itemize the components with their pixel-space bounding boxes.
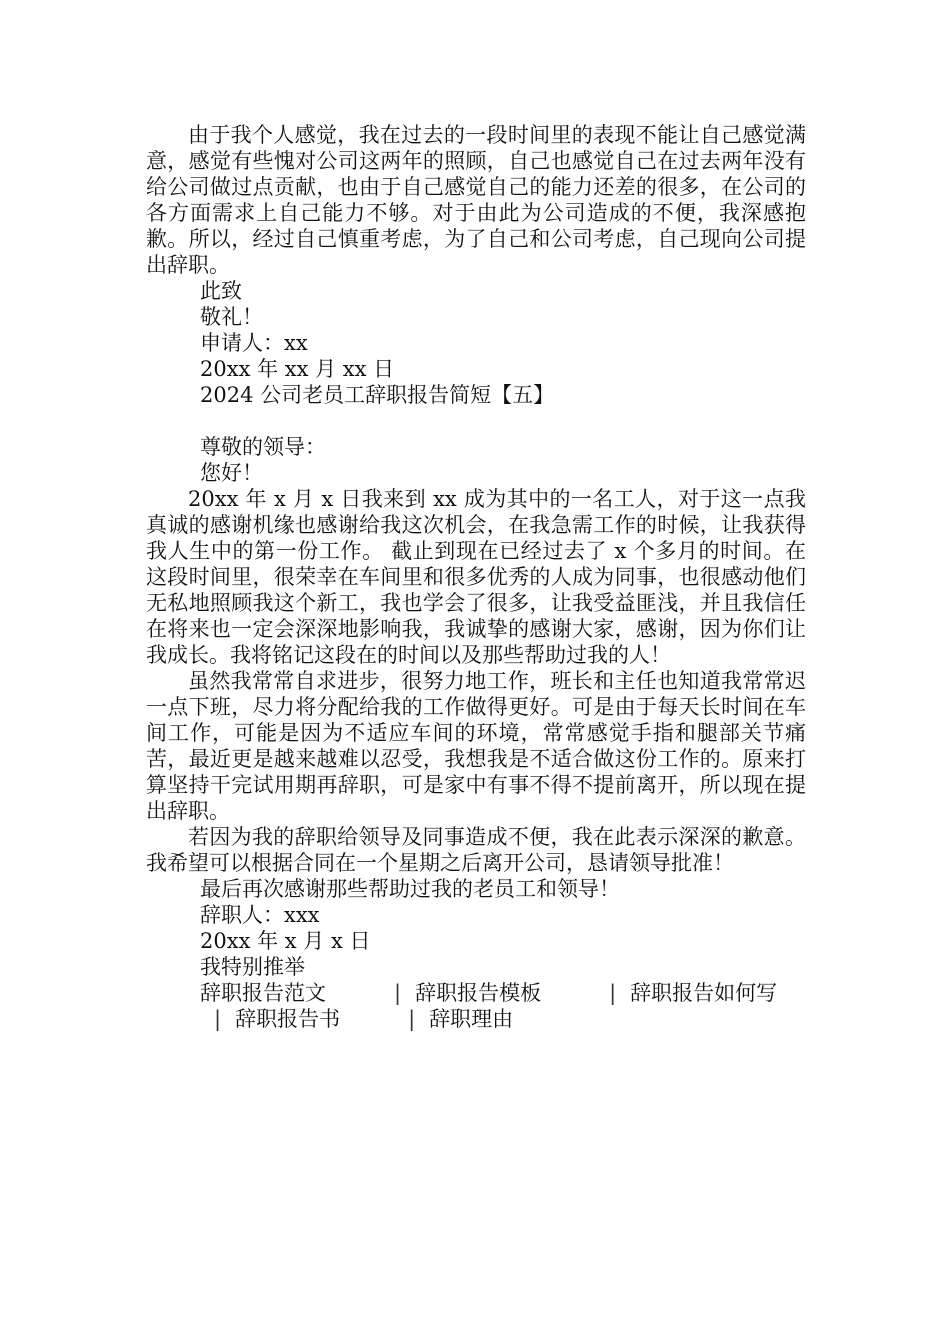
resign-date-line: 20xx 年 x 月 x 日	[200, 929, 371, 953]
related-link-3[interactable]: 辞职报告如何写	[630, 981, 778, 1005]
intro-paragraph: 由于我个人感觉，我在过去的一段时间里的表现不能让自己感觉满意，感觉有些愧对公司这两年的照顾，自己也感觉自己在过去两年没有给公司做过点贡献，也由于自己感觉自己的能力还差的很多，在公司的各方面需求上自己能力不够。对于由此为公司造成的不便，我深感抱歉。所以，经过自己慎重考虑，为了自己和公司考虑，自己现向公司提出辞职。	[146, 123, 806, 277]
body-paragraph-3: 若因为我的辞职给领导及同事造成不便，我在此表示深深的歉意。我希望可以根据合同在一个星期之后离开公司，恳请领导批准！	[146, 825, 806, 875]
link-separator: |	[214, 1007, 222, 1031]
date-line: 20xx 年 xx 月 xx 日	[200, 357, 395, 381]
closing-salutation: 此致	[200, 279, 242, 303]
recommend-line: 我特别推举	[200, 955, 305, 979]
body-paragraph-1: 20xx 年 x 月 x 日我来到 xx 成为其中的一名工人，对于这一点我真诚的感谢机缘也感谢给我这次机会，在我急需工作的时候，让我获得我人生中的第一份工作。 截止到现在已经过去了 x 个多月的时间。在这段时间里，很荣幸在车间里和很多优秀的人成为同事，也很感动他们无私地照顾我这个新工，我也学会了很多，让我受益匪浅，并且我信任在将来也一定会深深地影响我，我诚挚的感谢大家，感谢，因为你们让我成长。我将铭记这段在的时间以及那些帮助过我的人！	[146, 487, 806, 667]
spacer	[146, 408, 806, 434]
link-separator: |	[609, 981, 617, 1005]
greeting-hello: 您好！	[200, 461, 263, 485]
link-separator: |	[394, 981, 402, 1005]
section-title: 2024 公司老员工辞职报告简短【五】	[200, 383, 555, 407]
related-link-1[interactable]: 辞职报告范文	[200, 981, 326, 1005]
related-link-5[interactable]: 辞职理由	[429, 1007, 514, 1031]
related-link-4[interactable]: 辞职报告书	[235, 1007, 341, 1031]
thanks-line: 最后再次感谢那些帮助过我的老员工和领导！	[200, 877, 620, 901]
closing-regards: 敬礼！	[200, 305, 263, 329]
link-separator: |	[408, 1007, 416, 1031]
body-paragraph-2: 虽然我常常自求进步，很努力地工作，班长和主任也知道我常常迟一点下班，尽力将分配给我的工作做得更好。可是由于每天长时间在车间工作，可能是因为不适应车间的环境，常常感觉手指和腿部关节痛苦，最近更是越来越难以忍受，我想我是不适合做这份工作的。原来打算坚持干完试用期再辞职，可是家中有事不得不提前离开，所以现在提出辞职。	[146, 669, 806, 823]
related-link-2[interactable]: 辞职报告模板	[415, 981, 542, 1005]
resigner-line: 辞职人：xxx	[200, 903, 320, 927]
greeting-recipient: 尊敬的领导：	[200, 435, 326, 459]
related-links	[146, 980, 806, 1032]
document-page	[146, 122, 806, 1032]
applicant-line: 申请人：xx	[200, 331, 308, 355]
